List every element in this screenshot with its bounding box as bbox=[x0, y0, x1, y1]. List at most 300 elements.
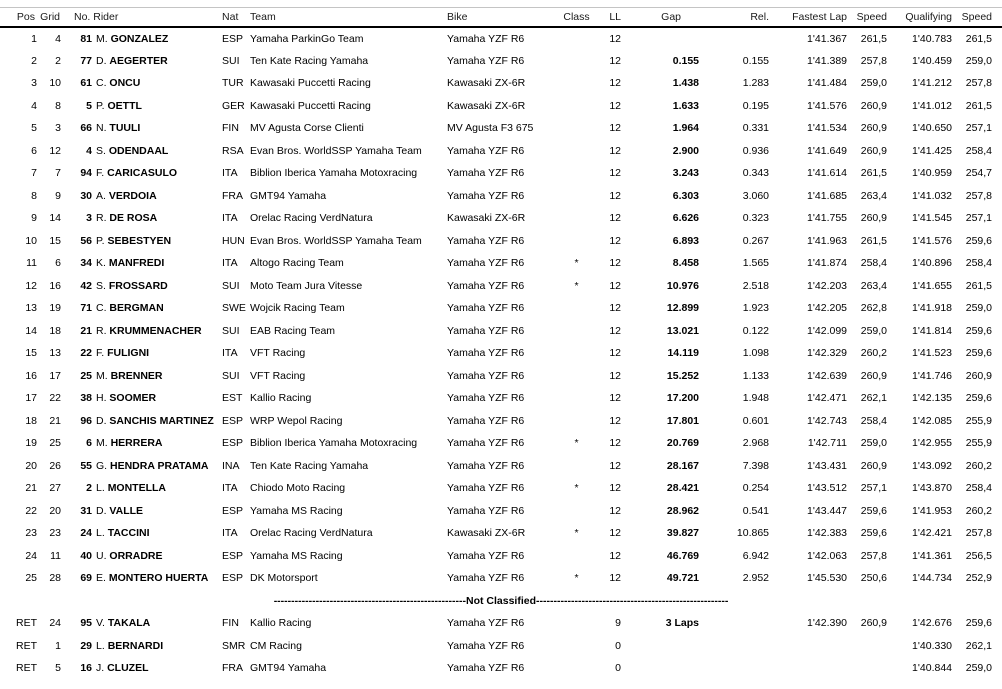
speed-cell: 260,9 bbox=[860, 212, 888, 225]
rider-number-cell: 94 bbox=[80, 167, 92, 180]
speed-cell: 259,0 bbox=[860, 77, 888, 90]
gap-cell: 17.801 bbox=[666, 414, 700, 427]
rider-surname: AEGERTER bbox=[109, 54, 168, 67]
bike-cell: Yamaha YZF R6 bbox=[447, 167, 525, 180]
pad-cell bbox=[993, 455, 1002, 478]
gap-cell: 6.893 bbox=[672, 234, 700, 247]
nat-cell: ESP bbox=[222, 549, 244, 562]
fastest-lap-cell: 1'42.203 bbox=[807, 279, 848, 292]
rider-name-cell bbox=[93, 185, 222, 208]
laps-cell: 0 bbox=[615, 639, 622, 652]
qualifying-speed-cell: 259,0 bbox=[965, 302, 993, 315]
laps-cell: 0 bbox=[615, 662, 622, 675]
rider-surname: MONTERO HUERTA bbox=[108, 572, 209, 585]
pos-cell: 3 bbox=[31, 77, 37, 90]
qualifying-speed-cell: 261,5 bbox=[965, 279, 993, 292]
team-cell: Ten Kate Racing Yamaha bbox=[250, 459, 369, 472]
not-classified-divider: -------------------------------------------------------Not Classified------------------------------------------------------- bbox=[273, 594, 729, 607]
col-header-bike: Bike bbox=[447, 11, 468, 23]
bike-cell: Kawasaki ZX-6R bbox=[447, 77, 526, 90]
speed-cell: 262,1 bbox=[860, 392, 888, 405]
rel-cell: 3.060 bbox=[742, 189, 770, 202]
rel-cell bbox=[700, 27, 770, 50]
qualifying-cell: 1'41.032 bbox=[912, 189, 953, 202]
pos-cell: 25 bbox=[25, 572, 37, 585]
rider-surname: ORRADRE bbox=[109, 549, 163, 562]
gap-cell: 46.769 bbox=[666, 549, 700, 562]
grid-cell: 5 bbox=[55, 662, 61, 675]
rider-surname: FROSSARD bbox=[108, 279, 168, 292]
grid-cell: 25 bbox=[49, 437, 61, 450]
nat-cell: ITA bbox=[222, 167, 238, 180]
team-cell: DK Motorsport bbox=[250, 572, 318, 585]
laps-cell: 12 bbox=[609, 324, 622, 337]
qualifying-speed-cell: 252,9 bbox=[965, 572, 993, 585]
rider-surname: CLUZEL bbox=[107, 662, 149, 675]
bike-cell: Yamaha YZF R6 bbox=[447, 549, 525, 562]
pad-cell bbox=[993, 27, 1002, 50]
laps-cell: 12 bbox=[609, 212, 622, 225]
rel-cell: 0.936 bbox=[742, 144, 770, 157]
qualifying-cell: 1'43.092 bbox=[912, 459, 953, 472]
class-cell bbox=[555, 612, 598, 635]
rider-name-cell bbox=[93, 387, 222, 410]
not-classified-divider-row bbox=[0, 590, 1002, 613]
pos-cell: 1 bbox=[31, 32, 37, 45]
table-row bbox=[0, 95, 1002, 118]
class-cell bbox=[555, 72, 598, 95]
fastest-lap-cell: 1'41.614 bbox=[807, 167, 848, 180]
pos-cell: 15 bbox=[25, 347, 37, 360]
rider-number-cell: 34 bbox=[80, 257, 92, 270]
nat-cell: SUI bbox=[222, 279, 240, 292]
laps-cell: 12 bbox=[609, 482, 622, 495]
gap-cell: 2.900 bbox=[672, 144, 700, 157]
team-cell: Kawasaki Puccetti Racing bbox=[250, 77, 371, 90]
pad-cell bbox=[993, 275, 1002, 298]
table-row bbox=[0, 27, 1002, 50]
rel-cell: 0.254 bbox=[742, 482, 770, 495]
qualifying-speed-cell: 261,5 bbox=[965, 32, 993, 45]
nat-cell: TUR bbox=[222, 77, 244, 90]
fastest-lap-cell: 1'42.711 bbox=[807, 437, 848, 450]
rider-name-cell bbox=[93, 297, 222, 320]
class-cell bbox=[555, 545, 598, 568]
fastest-lap-cell: 1'42.383 bbox=[807, 527, 848, 540]
pos-cell: 23 bbox=[25, 527, 37, 540]
rider-name-cell bbox=[93, 657, 222, 680]
pad-cell bbox=[993, 387, 1002, 410]
team-cell: GMT94 Yamaha bbox=[250, 662, 327, 675]
pos-cell: 21 bbox=[25, 482, 37, 495]
rider-number-cell: 3 bbox=[86, 212, 92, 225]
bike-cell: Yamaha YZF R6 bbox=[447, 369, 525, 382]
rel-cell: 0.122 bbox=[742, 324, 770, 337]
pad-cell bbox=[993, 185, 1002, 208]
grid-cell: 7 bbox=[55, 167, 61, 180]
rider-name-cell bbox=[93, 567, 222, 590]
nat-cell: SUI bbox=[222, 324, 240, 337]
rel-cell: 1.565 bbox=[742, 257, 770, 270]
table-row bbox=[0, 387, 1002, 410]
col-header-rel: Rel. bbox=[750, 11, 770, 23]
class-cell bbox=[555, 455, 598, 478]
table-row bbox=[0, 117, 1002, 140]
laps-cell: 9 bbox=[615, 617, 622, 630]
rider-name-cell bbox=[93, 252, 222, 275]
class-cell bbox=[555, 657, 598, 680]
bike-cell: Yamaha YZF R6 bbox=[447, 347, 525, 360]
rel-cell: 1.283 bbox=[742, 77, 770, 90]
gap-cell: 14.119 bbox=[667, 347, 700, 360]
gap-cell: 3 Laps bbox=[665, 617, 700, 630]
class-cell bbox=[555, 410, 598, 433]
nat-cell: ESP bbox=[222, 32, 244, 45]
col-header-laps: LL bbox=[609, 11, 622, 23]
class-cell bbox=[555, 162, 598, 185]
speed-cell: 250,6 bbox=[860, 572, 888, 585]
class-cell: * bbox=[574, 527, 579, 540]
col-header-gap: Gap bbox=[661, 11, 682, 23]
col-header-class: Class bbox=[563, 11, 590, 23]
grid-cell: 18 bbox=[49, 324, 61, 337]
qualifying-speed-cell: 259,0 bbox=[965, 662, 993, 675]
fastest-lap-cell: 1'43.447 bbox=[807, 504, 848, 517]
fastest-lap-cell: 1'42.329 bbox=[807, 347, 848, 360]
rider-number-cell: 66 bbox=[80, 122, 92, 135]
class-cell: * bbox=[574, 482, 579, 495]
rider-name-cell bbox=[93, 477, 222, 500]
speed-cell: 259,6 bbox=[860, 504, 888, 517]
pad-cell bbox=[993, 657, 1002, 680]
qualifying-cell: 1'42.955 bbox=[912, 437, 953, 450]
bike-cell: Yamaha YZF R6 bbox=[447, 572, 525, 585]
class-cell bbox=[555, 95, 598, 118]
rider-initial: C. bbox=[96, 302, 107, 315]
table-row bbox=[0, 612, 1002, 635]
col-header-qualifying: Qualifying bbox=[905, 11, 953, 23]
qualifying-speed-cell: 259,6 bbox=[965, 392, 993, 405]
rider-initial: N. bbox=[96, 122, 107, 135]
team-cell: Biblion Iberica Yamaha Motoxracing bbox=[250, 167, 418, 180]
qualifying-speed-cell: 259,6 bbox=[965, 347, 993, 360]
rider-initial: P. bbox=[96, 99, 105, 112]
team-cell: CM Racing bbox=[250, 639, 302, 652]
fastest-lap-cell: 1'41.755 bbox=[807, 212, 848, 225]
laps-cell: 12 bbox=[609, 54, 622, 67]
rider-initial: D. bbox=[96, 504, 107, 517]
pad-cell bbox=[993, 230, 1002, 253]
pos-cell: 14 bbox=[25, 324, 37, 337]
rider-initial: R. bbox=[96, 212, 107, 225]
pos-cell: 2 bbox=[31, 54, 37, 67]
rider-surname: TAKALA bbox=[107, 617, 151, 630]
table-row bbox=[0, 522, 1002, 545]
qualifying-speed-cell: 257,1 bbox=[965, 122, 993, 135]
rel-cell: 6.942 bbox=[742, 549, 770, 562]
grid-cell: 27 bbox=[49, 482, 61, 495]
qualifying-speed-cell: 260,9 bbox=[965, 369, 993, 382]
fastest-lap-cell: 1'43.431 bbox=[807, 459, 848, 472]
rider-initial: F. bbox=[96, 347, 105, 360]
rider-name-cell bbox=[93, 410, 222, 433]
class-cell bbox=[555, 342, 598, 365]
table-row bbox=[0, 635, 1002, 658]
fastest-lap-cell: 1'42.205 bbox=[807, 302, 848, 315]
gap-cell: 6.303 bbox=[672, 189, 700, 202]
rider-name-cell bbox=[93, 230, 222, 253]
team-cell: Kawasaki Puccetti Racing bbox=[250, 99, 371, 112]
pad-cell bbox=[993, 72, 1002, 95]
rider-surname: MONTELLA bbox=[107, 482, 167, 495]
laps-cell: 12 bbox=[609, 279, 622, 292]
rider-initial: P. bbox=[96, 234, 105, 247]
speed-cell: 259,0 bbox=[860, 437, 888, 450]
pos-cell: 17 bbox=[25, 392, 37, 405]
laps-cell: 12 bbox=[609, 32, 622, 45]
speed-cell: 257,8 bbox=[860, 54, 888, 67]
rider-number-cell: 42 bbox=[80, 279, 92, 292]
grid-cell: 6 bbox=[55, 257, 61, 270]
team-cell: Ten Kate Racing Yamaha bbox=[250, 54, 369, 67]
team-cell: Orelac Racing VerdNatura bbox=[250, 212, 373, 225]
col-header-team: Team bbox=[250, 11, 276, 23]
bike-cell: Yamaha YZF R6 bbox=[447, 617, 525, 630]
team-cell: Kallio Racing bbox=[250, 617, 312, 630]
fastest-lap-cell bbox=[770, 635, 848, 658]
laps-cell: 12 bbox=[609, 77, 622, 90]
rider-name-cell bbox=[93, 635, 222, 658]
qualifying-speed-cell: 256,5 bbox=[965, 549, 993, 562]
qualifying-speed-cell: 257,8 bbox=[965, 189, 993, 202]
grid-cell: 10 bbox=[49, 77, 61, 90]
qualifying-cell: 1'41.746 bbox=[912, 369, 953, 382]
grid-cell: 26 bbox=[49, 459, 61, 472]
class-cell bbox=[555, 297, 598, 320]
rider-name-cell bbox=[93, 500, 222, 523]
gap-cell: 15.252 bbox=[666, 369, 700, 382]
bike-cell: Yamaha YZF R6 bbox=[447, 189, 525, 202]
class-cell bbox=[555, 50, 598, 73]
fastest-lap-cell: 1'42.639 bbox=[807, 369, 848, 382]
fastest-lap-cell: 1'41.576 bbox=[807, 99, 848, 112]
team-cell: Wojcik Racing Team bbox=[250, 302, 345, 315]
qualifying-cell: 1'41.425 bbox=[912, 144, 953, 157]
gap-cell: 3.243 bbox=[672, 167, 700, 180]
team-cell: VFT Racing bbox=[250, 347, 306, 360]
qualifying-cell: 1'40.844 bbox=[912, 662, 953, 675]
gap-cell bbox=[625, 635, 700, 658]
speed-cell: 260,9 bbox=[860, 144, 888, 157]
pos-cell: 7 bbox=[31, 167, 37, 180]
grid-cell: 9 bbox=[55, 189, 61, 202]
qualifying-speed-cell: 254,7 bbox=[965, 167, 993, 180]
bike-cell: Yamaha YZF R6 bbox=[447, 639, 525, 652]
grid-cell: 28 bbox=[49, 572, 61, 585]
pad-cell bbox=[993, 50, 1002, 73]
rider-name-cell bbox=[93, 72, 222, 95]
grid-cell: 16 bbox=[49, 279, 61, 292]
laps-cell: 12 bbox=[609, 257, 622, 270]
rel-cell: 0.343 bbox=[742, 167, 770, 180]
grid-cell: 13 bbox=[49, 347, 61, 360]
speed-cell: 263,4 bbox=[860, 189, 888, 202]
pad-cell bbox=[993, 635, 1002, 658]
pad-cell bbox=[993, 320, 1002, 343]
nat-cell: SUI bbox=[222, 54, 240, 67]
rider-name-cell bbox=[93, 162, 222, 185]
rider-name-cell bbox=[93, 320, 222, 343]
class-cell: * bbox=[574, 279, 579, 292]
qualifying-cell: 1'40.330 bbox=[912, 639, 953, 652]
pad-cell bbox=[993, 500, 1002, 523]
rider-name-cell bbox=[93, 207, 222, 230]
gap-cell bbox=[625, 657, 700, 680]
gap-cell: 39.827 bbox=[666, 527, 700, 540]
rider-number-cell: 38 bbox=[80, 392, 92, 405]
nat-cell: HUN bbox=[222, 234, 245, 247]
header-row bbox=[0, 8, 1002, 27]
rel-cell: 1.923 bbox=[742, 302, 770, 315]
qualifying-speed-cell: 261,5 bbox=[965, 99, 993, 112]
laps-cell: 12 bbox=[609, 167, 622, 180]
laps-cell: 12 bbox=[609, 144, 622, 157]
qualifying-cell: 1'42.421 bbox=[912, 527, 953, 540]
rider-surname: CARICASULO bbox=[107, 167, 178, 180]
results-body bbox=[0, 27, 1002, 680]
rider-name-cell bbox=[93, 522, 222, 545]
nat-cell: ESP bbox=[222, 572, 244, 585]
bike-cell: Yamaha YZF R6 bbox=[447, 459, 525, 472]
pad-cell bbox=[993, 162, 1002, 185]
fastest-lap-cell: 1'45.530 bbox=[807, 572, 848, 585]
team-cell: Yamaha MS Racing bbox=[250, 504, 343, 517]
col-header-fastest-lap: Fastest Lap bbox=[792, 11, 848, 23]
rider-number-cell: 22 bbox=[80, 347, 92, 360]
laps-cell: 12 bbox=[609, 122, 622, 135]
class-cell: * bbox=[574, 437, 579, 450]
rider-name-cell bbox=[93, 365, 222, 388]
pad-cell bbox=[993, 410, 1002, 433]
qualifying-cell: 1'42.676 bbox=[912, 617, 953, 630]
grid-cell: 8 bbox=[55, 99, 61, 112]
qualifying-cell: 1'43.870 bbox=[912, 482, 953, 495]
team-cell: Altogo Racing Team bbox=[250, 257, 344, 270]
rel-cell: 0.323 bbox=[742, 212, 770, 225]
rider-number-cell: 61 bbox=[80, 77, 92, 90]
fastest-lap-cell: 1'41.534 bbox=[807, 122, 848, 135]
rider-initial: D. bbox=[96, 54, 107, 67]
bike-cell: Yamaha YZF R6 bbox=[447, 662, 525, 675]
col-header-pos: Pos bbox=[16, 11, 35, 23]
top-rule bbox=[0, 7, 1002, 8]
rel-cell: 2.952 bbox=[742, 572, 770, 585]
qualifying-cell: 1'44.734 bbox=[912, 572, 953, 585]
speed-cell: 261,5 bbox=[860, 32, 888, 45]
nat-cell: ITA bbox=[222, 482, 238, 495]
rider-initial: L. bbox=[96, 482, 105, 495]
rider-surname: GONZALEZ bbox=[110, 32, 169, 45]
class-cell: * bbox=[574, 572, 579, 585]
pos-cell: RET bbox=[16, 662, 37, 675]
col-header-nat: Nat bbox=[222, 11, 239, 23]
rider-initial: M. bbox=[96, 32, 108, 45]
laps-cell: 12 bbox=[609, 527, 622, 540]
table-row bbox=[0, 275, 1002, 298]
pad-cell bbox=[993, 612, 1002, 635]
rider-initial: J. bbox=[96, 662, 105, 675]
nat-cell: SUI bbox=[222, 369, 240, 382]
table-row bbox=[0, 230, 1002, 253]
rider-name-cell bbox=[93, 95, 222, 118]
rider-initial: F. bbox=[96, 167, 105, 180]
pad-cell bbox=[993, 207, 1002, 230]
rider-initial: A. bbox=[96, 189, 106, 202]
team-cell: Evan Bros. WorldSSP Yamaha Team bbox=[250, 144, 422, 157]
qualifying-speed-cell: 257,8 bbox=[965, 77, 993, 90]
nat-cell: ESP bbox=[222, 437, 244, 450]
grid-cell: 24 bbox=[49, 617, 61, 630]
bike-cell: Yamaha YZF R6 bbox=[447, 437, 525, 450]
rel-cell: 0.331 bbox=[742, 122, 770, 135]
qualifying-speed-cell: 258,4 bbox=[965, 257, 993, 270]
nat-cell: EST bbox=[222, 392, 243, 405]
rider-number-cell: 55 bbox=[80, 459, 92, 472]
speed-cell: 260,9 bbox=[860, 122, 888, 135]
speed-cell: 262,8 bbox=[860, 302, 888, 315]
grid-cell: 11 bbox=[50, 549, 61, 562]
gap-cell: 1.964 bbox=[672, 122, 700, 135]
class-cell bbox=[555, 230, 598, 253]
team-cell: Kallio Racing bbox=[250, 392, 312, 405]
laps-cell: 12 bbox=[609, 234, 622, 247]
laps-cell: 12 bbox=[609, 459, 622, 472]
laps-cell: 12 bbox=[609, 437, 622, 450]
gap-cell bbox=[625, 27, 700, 50]
col-header-pad bbox=[993, 8, 1002, 27]
gap-cell: 20.769 bbox=[666, 437, 700, 450]
rel-cell: 10.865 bbox=[736, 527, 770, 540]
class-cell: * bbox=[574, 257, 579, 270]
pad-cell bbox=[993, 252, 1002, 275]
table-row bbox=[0, 567, 1002, 590]
team-cell: VFT Racing bbox=[250, 369, 306, 382]
grid-cell: 19 bbox=[49, 302, 61, 315]
nat-cell: ITA bbox=[222, 257, 238, 270]
rel-cell bbox=[700, 657, 770, 680]
fastest-lap-cell: 1'42.390 bbox=[807, 617, 848, 630]
qualifying-cell: 1'41.814 bbox=[912, 324, 953, 337]
speed-cell: 263,4 bbox=[860, 279, 888, 292]
grid-cell: 21 bbox=[49, 414, 61, 427]
fastest-lap-cell: 1'41.649 bbox=[807, 144, 848, 157]
grid-cell: 1 bbox=[55, 639, 61, 652]
nat-cell: FRA bbox=[222, 189, 244, 202]
table-row bbox=[0, 477, 1002, 500]
rider-initial: L. bbox=[96, 527, 105, 540]
rider-number-cell: 31 bbox=[80, 504, 92, 517]
rider-initial: H. bbox=[96, 392, 107, 405]
qualifying-speed-cell: 259,6 bbox=[965, 617, 993, 630]
laps-cell: 12 bbox=[609, 414, 622, 427]
pad-cell bbox=[993, 365, 1002, 388]
grid-cell: 15 bbox=[49, 234, 61, 247]
pos-cell: 6 bbox=[31, 144, 37, 157]
pad-cell bbox=[993, 342, 1002, 365]
gap-cell: 6.626 bbox=[672, 212, 700, 225]
pos-cell: 19 bbox=[25, 437, 37, 450]
speed-cell: 260,9 bbox=[860, 617, 888, 630]
